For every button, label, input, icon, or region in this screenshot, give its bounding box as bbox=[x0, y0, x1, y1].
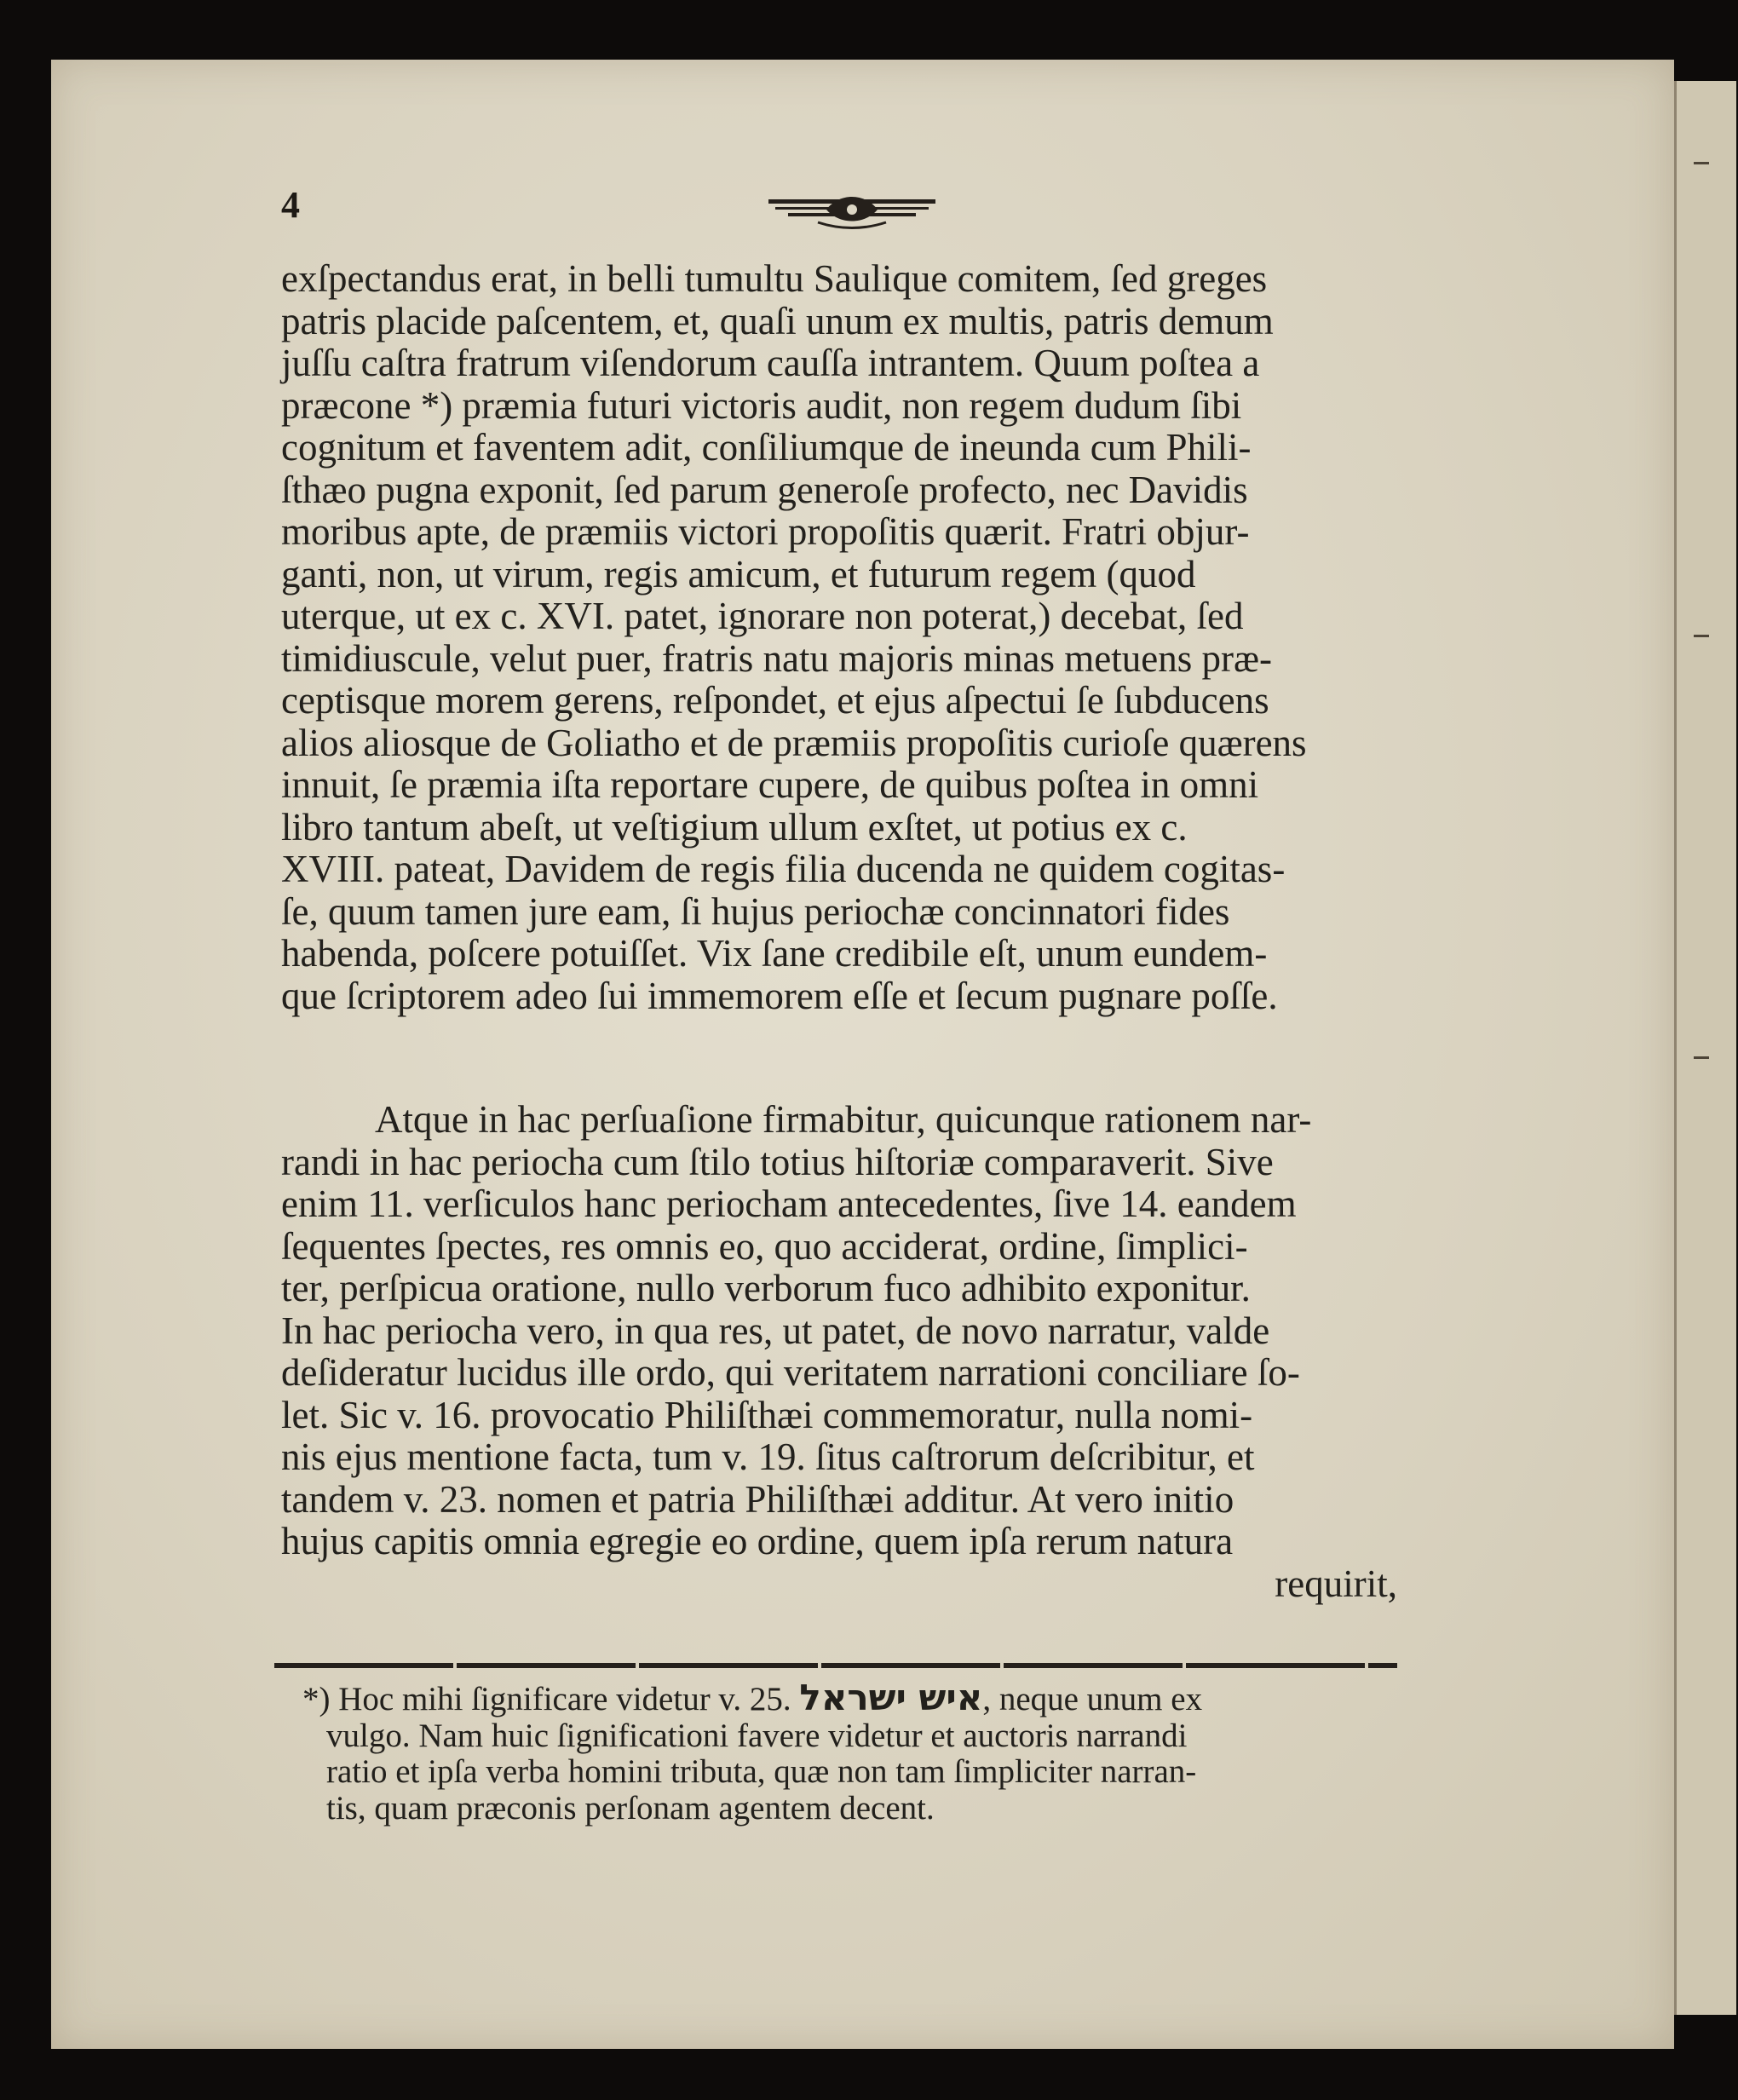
text-line: In hac periocha vero, in qua res, ut patet, de novo narratur, valde bbox=[281, 1309, 1270, 1352]
text-line: nis ejus mentione facta, tum v. 19. ſitus caſtrorum deſcribitur, et bbox=[281, 1435, 1255, 1478]
footnote-rule bbox=[274, 1663, 1397, 1668]
text-line: præcone *) præmia futuri victoris audit, non regem dudum ſibi bbox=[281, 383, 1242, 427]
text-line: libro tantum abeſt, ut veſtigium ullum exſtet, ut potius ex c. bbox=[281, 805, 1188, 849]
footnote-line: vulgo. Nam huic ſignificationi favere videtur et auctoris narrandi bbox=[326, 1717, 1188, 1754]
paragraph-1 bbox=[281, 258, 1397, 1017]
page-number: 4 bbox=[281, 184, 300, 226]
text-line: ganti, non, ut virum, regis amicum, et futurum regem (quod bbox=[281, 552, 1196, 595]
paragraph-2 bbox=[281, 1099, 1397, 1605]
text-line: XVIII. pateat, Davidem de regis filia ducenda ne quidem cogitas- bbox=[281, 848, 1286, 890]
text-line: patris placide paſcentem, et, quaſi unum ex multis, patris demum bbox=[281, 299, 1274, 342]
text-line: deſideratur lucidus ille ordo, qui veritatem narrationi conciliare ſo- bbox=[281, 1351, 1300, 1394]
text-line: que ſcriptorem adeo ſui immemorem eſſe et ſecum pugnare poſſe. bbox=[281, 974, 1278, 1017]
text-line: ſthæo pugna exponit, ſed parum generoſe profecto, nec Davidis bbox=[281, 468, 1248, 511]
text-line: enim 11. verſiculos hanc periocham antecedentes, ſive 14. eandem bbox=[281, 1182, 1297, 1225]
text-line: Atque in hac perſuaſione firmabitur, quicunque rationem nar- bbox=[375, 1098, 1312, 1141]
text-line: hujus capitis omnia egregie eo ordine, quem ipſa rerum natura bbox=[281, 1520, 1234, 1562]
catchword: requirit, bbox=[1275, 1562, 1397, 1605]
text-line: let. Sic v. 16. provocatio Philiſthæi commemoratur, nulla nomi- bbox=[281, 1393, 1253, 1436]
footnote-text: , neque unum ex bbox=[982, 1681, 1203, 1717]
text-line: tandem v. 23. nomen et patria Philiſthæi additur. At vero initio bbox=[281, 1477, 1234, 1521]
text-line: juſſu caſtra fratrum viſendorum cauſſa intrantem. Quum poſtea a bbox=[281, 342, 1260, 384]
text-line: habenda, poſcere potuiſſet. Vix ſane credibile eſt, unum eundem- bbox=[281, 932, 1268, 975]
footnote-line: ratio et ipſa verba homini tributa, quæ non tam ſimpliciter narran- bbox=[326, 1753, 1197, 1790]
footnote-line bbox=[302, 1677, 1397, 1718]
footnote bbox=[302, 1677, 1397, 1827]
text-line: innuit, ſe præmia iſta reportare cupere, de quibus poſtea in omni bbox=[281, 763, 1259, 806]
text-line: timidiuscule, velut puer, fratris natu majoris minas metuens præ- bbox=[281, 636, 1272, 680]
printer-ornament-icon bbox=[767, 184, 937, 235]
text-line: ceptisque morem gerens, reſpondet, et ejus aſpectui ſe ſubducens bbox=[281, 679, 1269, 722]
hebrew-text: איש ישראל bbox=[799, 1677, 983, 1718]
text-line: exſpectandus erat, in belli tumultu Saulique comitem, ſed greges bbox=[281, 257, 1268, 300]
text-line: ſe, quum tamen jure eam, ſi hujus periochæ concinnatori fides bbox=[281, 889, 1230, 933]
footnote-line: tis, quam præconis perſonam agentem decent. bbox=[326, 1789, 935, 1827]
text-line: ſequentes ſpectes, res omnis eo, quo acciderat, ordine, ſimplici- bbox=[281, 1224, 1248, 1268]
text-line: ter, perſpicua oratione, nullo verborum fuco adhibito exponitur. bbox=[281, 1267, 1251, 1309]
text-line: randi in hac periocha cum ſtilo totius hiſtoriæ comparaverit. Sive bbox=[281, 1140, 1274, 1183]
facing-page-edge bbox=[1674, 81, 1736, 2015]
footnote-text: *) Hoc mihi ſignificare videtur v. 25. bbox=[302, 1681, 791, 1717]
text-line: alios aliosque de Goliatho et de præmiis propoſitis curioſe quærens bbox=[281, 721, 1307, 764]
text-line: uterque, ut ex c. XVI. patet, ignorare non poterat,) decebat, ſed bbox=[281, 595, 1244, 637]
text-line: moribus apte, de præmiis victori propoſitis quærit. Fratri objur- bbox=[281, 510, 1250, 553]
text-line: cognitum et faventem adit, conſiliumque de ineunda cum Phili- bbox=[281, 426, 1252, 469]
